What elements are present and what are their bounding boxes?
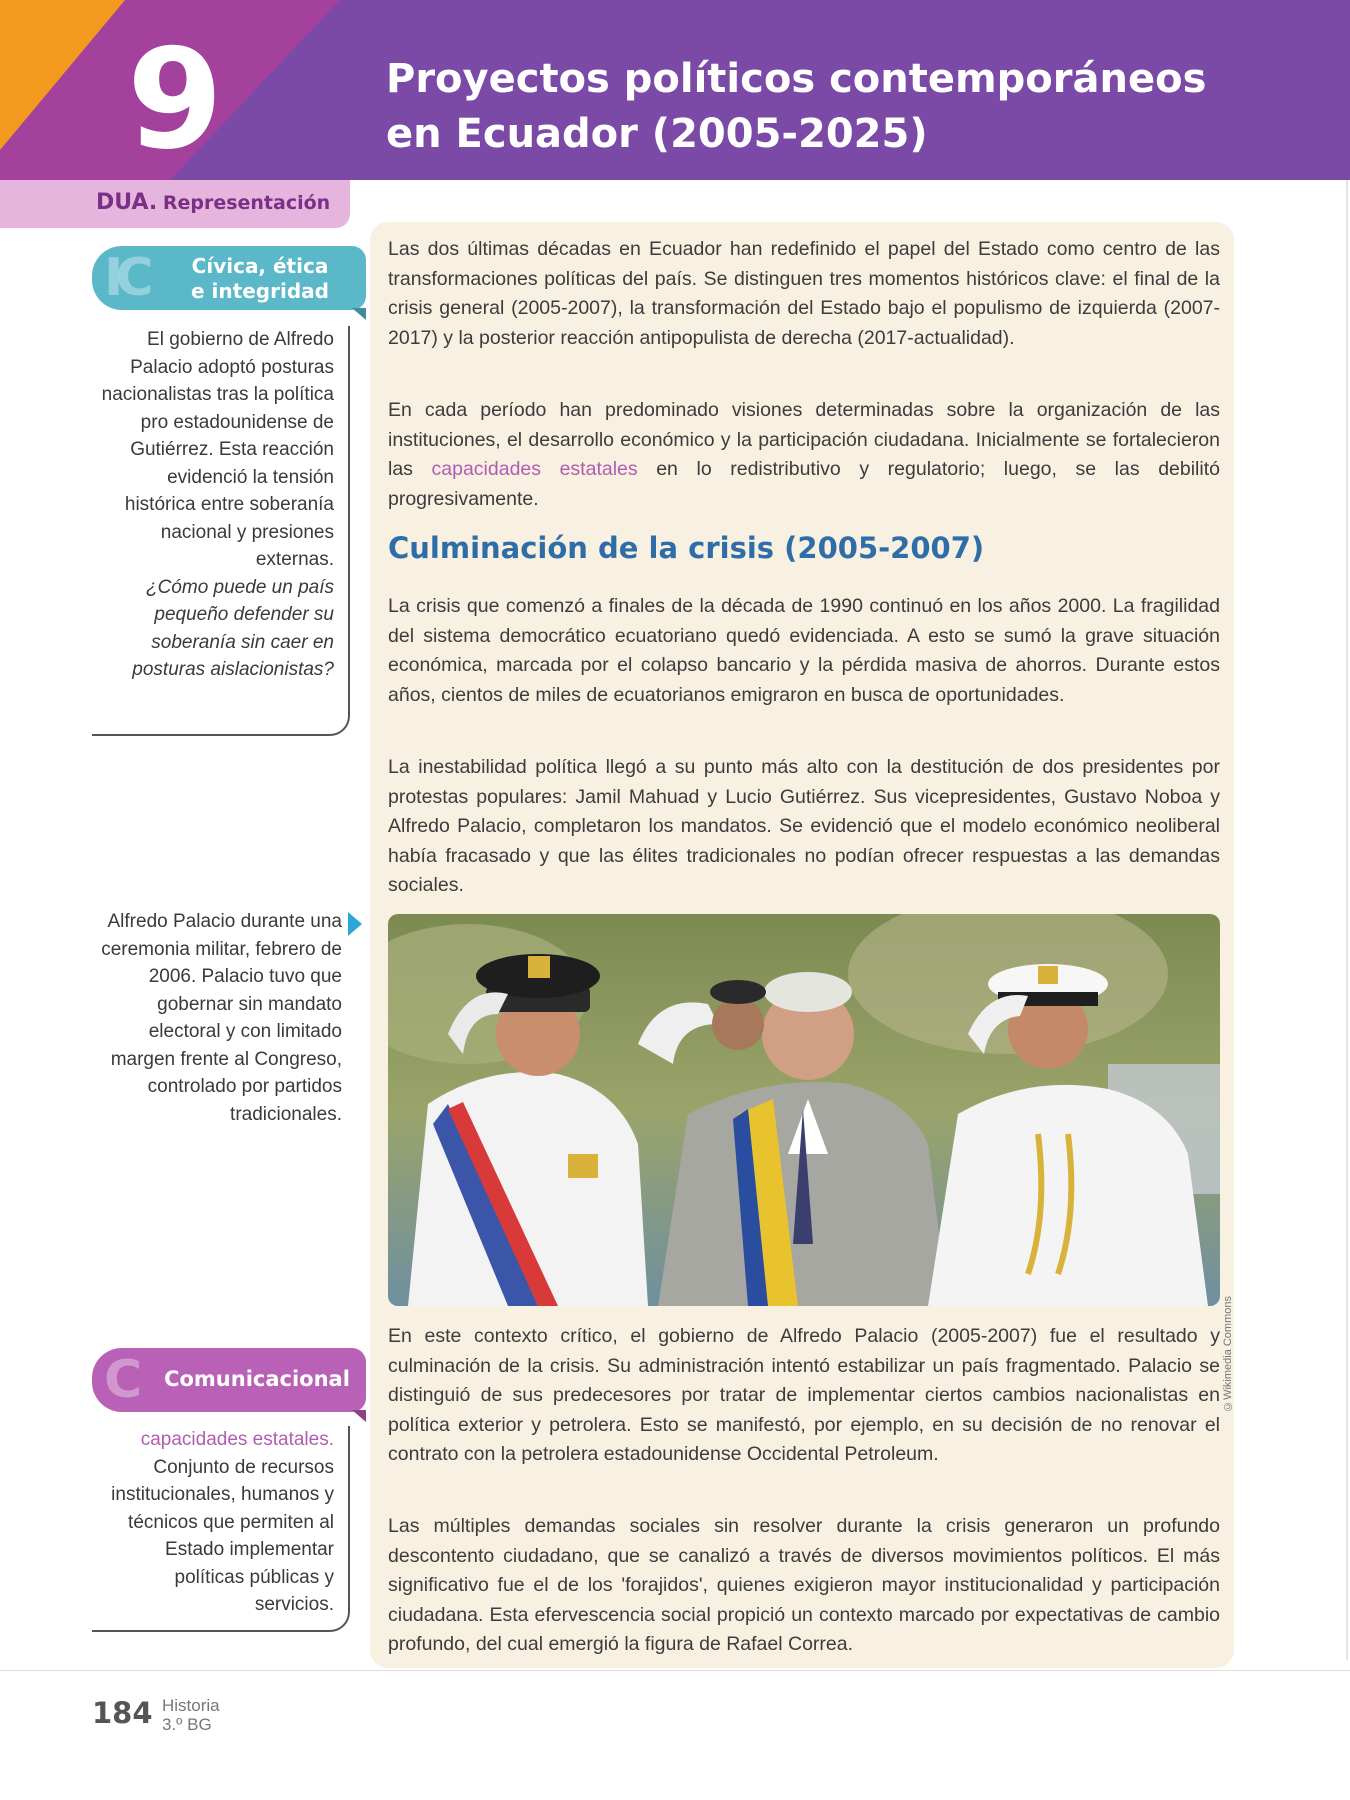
- page-edge-rule: [1346, 180, 1348, 1660]
- photo-caption: Alfredo Palacio durante una ceremonia militar, febrero de 2006. Palacio tuvo que gobernar sin mandato electoral y con limitado margen frente al Congreso, controlado por partidos tradicionales.: [101, 911, 342, 1125]
- civic-title-line1: Cívica, ética: [191, 254, 329, 278]
- glossary-term: capacidades estatales.: [140, 1429, 334, 1450]
- section-paragraph-3: En este contexto crítico, el gobierno de Alfredo Palacio (2005-2007) fue el resultado y culminación de la crisis. Su administración intentó estabilizar un país fragmentado. Palacio se distinguió de sus predecesores por tratar de implementar ciertos cambios nacionalistas en política exterior y petrolera. Esto se manifestó, por ejemplo, en su decisión de no renovar el contrato con la petrolera estadounidense Occidental Petroleum.: [388, 1325, 1220, 1465]
- civic-question: ¿Cómo puede un país pequeño defender su soberanía sin caer en posturas aislacionistas?: [132, 576, 334, 680]
- intro-paragraph-1: Las dos últimas décadas en Ecuador han redefinido el papel del Estado como centro de las transformaciones políticas del país. Se distinguen tres momentos históricos clave: el final de la crisis general (2005-2007), la transformación del Estado bajo el populismo de izquierda (2007-2017) y la posterior reacción antipopulista de derecha (2017-actualidad).: [388, 238, 1220, 349]
- chapter-title-line1: Proyectos políticos contemporáneos: [386, 56, 1207, 102]
- caption-arrow-icon: [348, 912, 362, 936]
- dua-label-sub: Representación: [162, 192, 331, 214]
- intro-p2-after: en lo redistributivo y regulatorio; luego, se las debilitó progresivamente.: [388, 458, 1220, 510]
- glossary-entry: [92, 1426, 334, 1619]
- civic-ethics-icon: IC: [104, 248, 146, 308]
- chapter-number: 9: [126, 19, 224, 180]
- chapter-title: [386, 52, 1286, 162]
- footer-divider: [0, 1670, 1350, 1671]
- glossary-definition: Conjunto de recursos institucionales, humanos y técnicos que permiten al Estado implementar políticas públicas y servicios.: [111, 1456, 334, 1615]
- photo-credit: ©Wikimedia Commons: [1222, 1296, 1234, 1412]
- civic-ethics-tab: [92, 246, 366, 310]
- section-paragraph-4: Las múltiples demandas sociales sin resolver durante la crisis generaron un profundo descontento ciudadano, que se canalizó a través de diversos movimientos políticos. El más significativo fue el de los 'forajidos', quienes exigieron mayor institucionalidad y participación ciudadana. Esta efervescencia social propició un contexto marcado por expectativas de cambio profundo, del cual emergió la figura de Rafael Correa.: [388, 1515, 1220, 1655]
- photo-illustration: [388, 914, 1220, 1306]
- dua-label-main: DUA.: [96, 190, 158, 215]
- civic-tab-fold: [352, 308, 366, 320]
- communication-tab: [92, 1348, 366, 1412]
- page-number: 184: [92, 1696, 153, 1730]
- chapter-header: [0, 0, 1350, 180]
- footer-subject: Historia: [162, 1696, 220, 1715]
- section-paragraph-1: La crisis que comenzó a finales de la década de 1990 continuó en los años 2000. La fragilidad del sistema democrático ecuatoriano quedó evidenciada. A esto se sumó la grave situación económica, marcada por el colapso bancario y la pérdida masiva de ahorros. Durante estos años, cientos de miles de ecuatorianos emigraron en busca de oportunidades.: [388, 595, 1220, 706]
- civic-title-line2: e integridad: [191, 279, 329, 303]
- footer-grade: 3.º BG: [162, 1715, 212, 1734]
- section-heading: Culminación de la crisis (2005-2007): [388, 531, 985, 565]
- chapter-title-line2: en Ecuador (2005-2025): [386, 111, 928, 157]
- section-paragraph-2: La inestabilidad política llegó a su punto más alto con la destitución de dos presidentes por protestas populares: Jamil Mahuad y Lucio Gutiérrez. Sus vicepresidentes, Gustavo Noboa y Alfredo Palacio, completaron los mandatos. Se evidenció que el modelo económico neoliberal había fracasado y que las élites tradicionales no podían ofrecer respuestas a las demandas sociales.: [388, 756, 1220, 896]
- communication-tab-fold: [352, 1410, 366, 1422]
- dua-banner: [0, 180, 350, 228]
- communication-icon: C: [104, 1350, 135, 1410]
- photo-alfredo-palacio-ceremony: [388, 914, 1220, 1306]
- civic-box: [92, 326, 350, 736]
- intro-p2-before: En cada período han predominado visiones determinadas sobre la organización de las instituciones, el desarrollo económico y la participación ciudadana. Inicialmente se fortalecieron las: [388, 399, 1220, 480]
- intro-paragraph-2: [388, 396, 1220, 514]
- dua-label: [96, 190, 330, 215]
- civic-text: El gobierno de Alfredo Palacio adoptó posturas nacionalistas tras la política pro estadounidense de Gutiérrez. Esta reacción evidenció la tensión histórica entre soberanía nacional y presiones externas.: [101, 329, 334, 570]
- civic-ethics-title: [170, 254, 350, 304]
- communication-title: Comunicacional: [164, 1367, 350, 1391]
- term-capacidades-estatales[interactable]: capacidades estatales: [431, 458, 638, 480]
- glossary-box: [92, 1426, 350, 1632]
